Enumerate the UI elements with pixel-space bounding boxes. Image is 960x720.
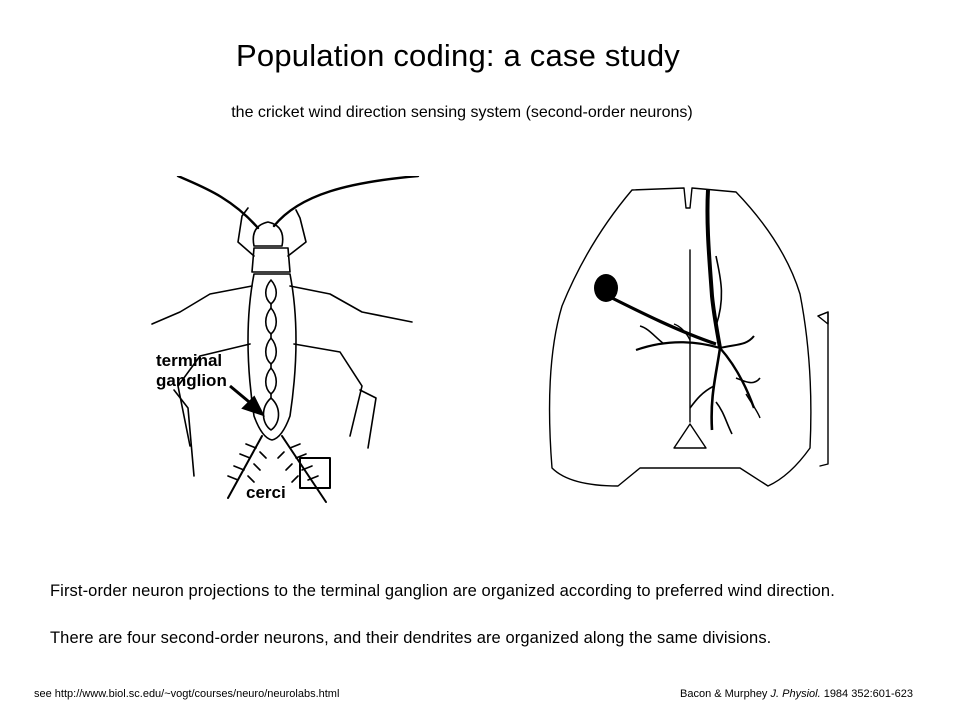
- cricket-drawing: [150, 176, 420, 508]
- citation-details: 1984 352:601-623: [820, 688, 914, 700]
- cerci-label: cerci: [246, 483, 286, 502]
- footer-source-link: see http://www.biol.sc.edu/~vogt/courses/neuro/neurolabs.html: [34, 688, 340, 700]
- slide-subtitle: the cricket wind direction sensing system (second-order neurons): [231, 104, 693, 121]
- footer-citation: [680, 688, 913, 700]
- ganglion-label: ganglion: [156, 371, 227, 390]
- slide-title: Population coding: a case study: [236, 38, 680, 73]
- paragraph-first-order: First-order neuron projections to the terminal ganglion are organized according to preferred wind direction.: [50, 582, 835, 600]
- neuron-figure: [540, 186, 836, 506]
- terminal-label: terminal: [156, 351, 223, 370]
- cricket-figure: [150, 176, 420, 508]
- paragraph-second-order: There are four second-order neurons, and their dendrites are organized along the same divisions.: [50, 629, 772, 647]
- neuron-drawing: [540, 186, 836, 506]
- citation-journal: J. Physiol.: [770, 688, 821, 700]
- citation-authors: Bacon & Murphey: [680, 688, 771, 700]
